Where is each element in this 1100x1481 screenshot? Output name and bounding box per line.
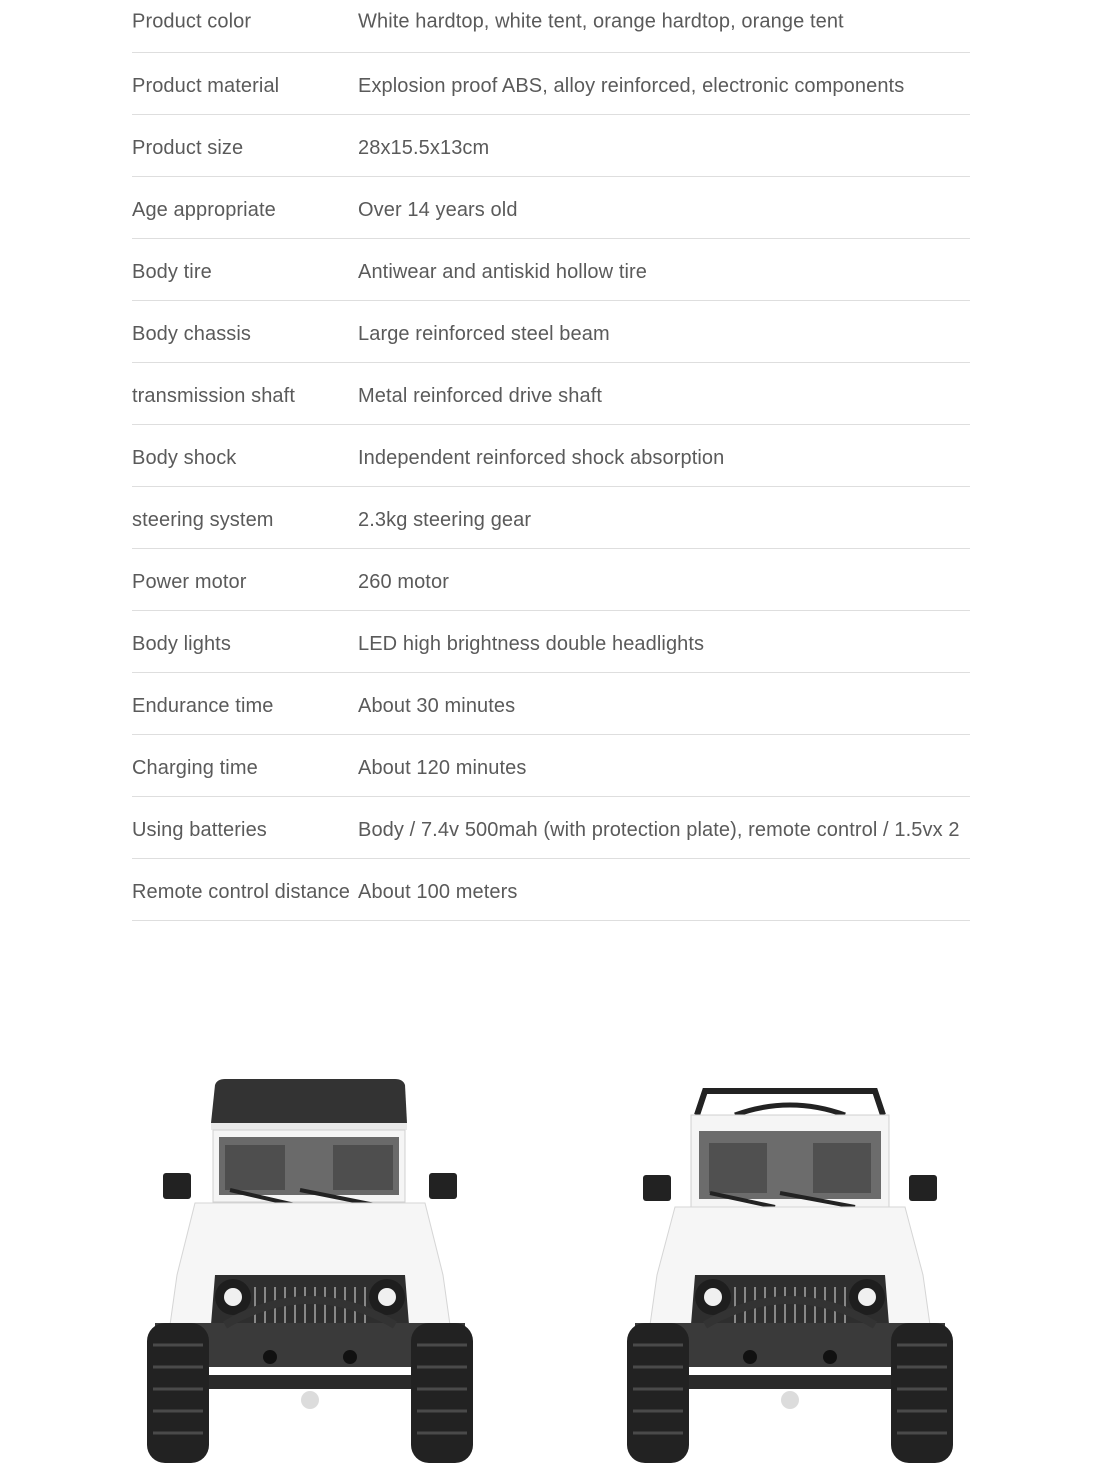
spec-label: Age appropriate <box>132 198 276 221</box>
spec-value: White hardtop, white tent, orange hardtop, orange tent <box>358 10 844 33</box>
spec-label: Product color <box>132 10 252 33</box>
spec-value: About 30 minutes <box>358 694 516 717</box>
white-tent-car-image <box>625 1075 955 1475</box>
spec-value: About 120 minutes <box>358 756 527 779</box>
spec-label: Body tire <box>132 260 212 283</box>
spec-label: Power motor <box>132 570 247 593</box>
spec-value: 28x15.5x13cm <box>358 136 490 159</box>
spec-value: About 100 meters <box>358 880 518 903</box>
spec-value: Large reinforced steel beam <box>358 322 610 345</box>
white-tent-car-graphic <box>625 1075 955 1475</box>
spec-row <box>132 239 970 301</box>
spec-row <box>132 611 970 673</box>
spec-label: Endurance time <box>132 694 274 717</box>
spec-value: 2.3kg steering gear <box>358 508 532 531</box>
spec-value: Explosion proof ABS, alloy reinforced, electronic components <box>358 74 905 97</box>
spec-value: 260 motor <box>358 570 449 593</box>
spec-row <box>132 0 970 53</box>
spec-row <box>132 549 970 611</box>
spec-label: Body lights <box>132 632 231 655</box>
spec-label: Product size <box>132 136 244 159</box>
spec-table <box>132 0 970 921</box>
spec-label: Charging time <box>132 756 258 779</box>
spec-value: LED high brightness double headlights <box>358 632 705 655</box>
spec-label: Product material <box>132 74 280 97</box>
spec-value: Metal reinforced drive shaft <box>358 384 603 407</box>
spec-row <box>132 735 970 797</box>
spec-value: Antiwear and antiskid hollow tire <box>358 260 648 283</box>
spec-label: Body chassis <box>132 322 252 345</box>
spec-value: Over 14 years old <box>358 198 518 221</box>
spec-row <box>132 797 970 859</box>
spec-row <box>132 177 970 239</box>
spec-label: transmission shaft <box>132 384 295 407</box>
spec-row <box>132 301 970 363</box>
spec-row <box>132 53 970 115</box>
spec-row <box>132 363 970 425</box>
spec-label: Body shock <box>132 446 237 469</box>
spec-value: Independent reinforced shock absorption <box>358 446 725 469</box>
white-hardtop-car-graphic <box>145 1075 475 1475</box>
white-hardtop-car-image <box>145 1075 475 1475</box>
spec-row <box>132 673 970 735</box>
spec-row <box>132 859 970 921</box>
spec-row <box>132 487 970 549</box>
spec-label: Remote control distance <box>132 880 350 903</box>
spec-label: Using batteries <box>132 818 267 841</box>
spec-row <box>132 115 970 177</box>
spec-row <box>132 425 970 487</box>
spec-label: steering system <box>132 508 274 531</box>
spec-value: Body / 7.4v 500mah (with protection plate), remote control / 1.5vx 2 <box>358 818 960 841</box>
